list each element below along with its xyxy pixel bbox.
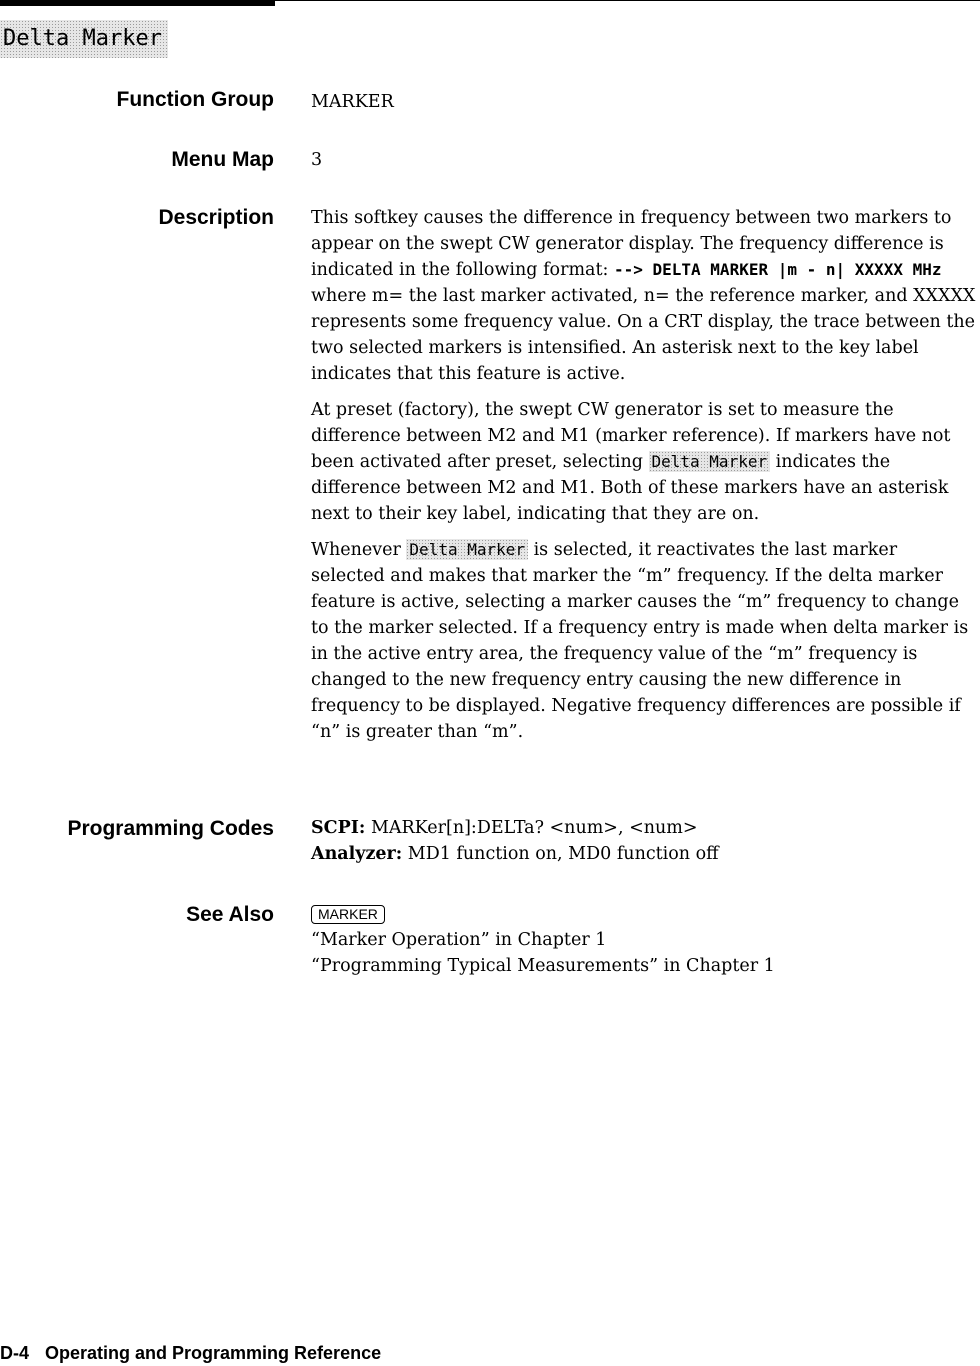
page-footer (0, 1343, 381, 1364)
page-title: Delta Marker (0, 20, 168, 58)
description-text: Whenever (311, 540, 407, 560)
delta-marker-softkey: Delta Marker (649, 451, 771, 472)
delta-marker-softkey: Delta Marker (406, 539, 528, 560)
description-text: where m= the last marker activated, n= the reference marker, and XXXXX represents some frequency value. On a CRT display, the trace between the two selected markers is intensified. An asterisk next to the key label indicates that this feature is active. (311, 286, 976, 384)
description-text: is selected, it reactivates the last marker selected and makes that marker the “m” frequency. If the delta marker feature is active, selecting a marker causes the “m” frequency to change to the marker selected. If a frequency entry is made when delta marker is in the active entry area, the frequency value of the “m” frequency is changed to the new frequency entry causing the new difference in frequency to be displayed. Negative frequency differences are possible if “n” is greater than “m”. (311, 540, 969, 742)
description-paragraph (311, 205, 976, 387)
see-also-body (311, 901, 976, 979)
description-body (311, 205, 976, 745)
description-label: Description (158, 206, 274, 229)
analyzer-command: MD1 function on, MD0 function off (402, 844, 719, 864)
menu-map-label: Menu Map (171, 148, 274, 171)
see-also-reference: “Marker Operation” in Chapter 1 (311, 930, 607, 950)
top-rule-thick (0, 0, 275, 6)
scpi-label: SCPI: (311, 818, 366, 838)
description-text: indicates the difference between M2 and M1. Both of these markers have an asterisk next to their key label, indicating that they are on. (311, 452, 949, 524)
analyzer-line (311, 841, 976, 867)
description-paragraph (311, 537, 976, 745)
see-also-label: See Also (186, 903, 274, 926)
see-also-reference: “Programming Typical Measurements” in Chapter 1 (311, 956, 775, 976)
function-group-label: Function Group (116, 88, 274, 111)
description-text: At preset (factory), the swept CW generator is set to measure the difference between M2 and M1 (marker reference). If markers have not been activated after preset, selecting (311, 400, 951, 472)
delta-marker-format-code: --> DELTA MARKER |m - n| XXXXX MHz (613, 260, 942, 279)
analyzer-label: Analyzer: (311, 844, 403, 864)
description-paragraph (311, 397, 976, 527)
top-rule-thin (275, 0, 980, 1)
programming-codes-body (311, 815, 976, 867)
programming-codes-label: Programming Codes (67, 817, 274, 840)
page-number: D-4 (0, 1343, 30, 1363)
scpi-line (311, 815, 976, 841)
marker-hardkey: MARKER (311, 905, 385, 924)
menu-map-value: 3 (311, 150, 323, 170)
function-group-value: MARKER (311, 92, 394, 112)
scpi-command: MARKer[n]:DELTa? <num>, <num> (365, 818, 698, 838)
description-text: This softkey causes the difference in frequency between two markers to appear on the swept CW generator display. The frequency difference is indicated in the following format: (311, 208, 952, 280)
footer-title: Operating and Programming Reference (45, 1343, 382, 1363)
